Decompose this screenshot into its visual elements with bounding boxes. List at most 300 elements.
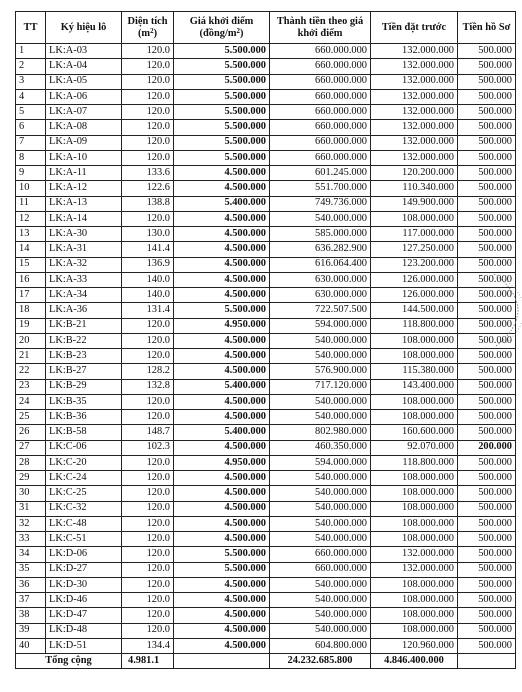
lot-code: LK:D-47 [46, 608, 122, 623]
starting-price: 4.500.000 [174, 501, 270, 516]
lot-code: LK:A-08 [46, 120, 122, 135]
dossier-fee: 500.000 [458, 44, 516, 59]
deposit-amount: 132.000.000 [371, 89, 458, 104]
lot-area: 120.0 [122, 623, 174, 638]
deposit-amount: 110.340.000 [371, 181, 458, 196]
total-at-starting-price: 660.000.000 [270, 120, 371, 135]
table-row [16, 303, 516, 318]
lot-code: LK:A-03 [46, 44, 122, 59]
starting-price: 5.500.000 [174, 150, 270, 165]
table-row [16, 59, 516, 74]
lot-code: LK:A-07 [46, 105, 122, 120]
total-at-starting-price: 616.064.400 [270, 257, 371, 272]
deposit-amount: 126.000.000 [371, 272, 458, 287]
total-at-starting-price: 660.000.000 [270, 44, 371, 59]
starting-price: 4.500.000 [174, 532, 270, 547]
row-number: 4 [16, 89, 46, 104]
table-row [16, 516, 516, 531]
deposit-amount: 132.000.000 [371, 562, 458, 577]
total-at-starting-price: 540.000.000 [270, 211, 371, 226]
lot-area: 120.0 [122, 150, 174, 165]
deposit-amount: 108.000.000 [371, 333, 458, 348]
total-at-starting-price: 460.350.000 [270, 440, 371, 455]
total-at-starting-price: 540.000.000 [270, 410, 371, 425]
lot-area: 120.0 [122, 318, 174, 333]
starting-price: 4.500.000 [174, 288, 270, 303]
row-number: 36 [16, 577, 46, 592]
table-row [16, 547, 516, 562]
table-row [16, 135, 516, 150]
table-row [16, 89, 516, 104]
lot-code: LK:C-51 [46, 532, 122, 547]
lot-area: 131.4 [122, 303, 174, 318]
starting-price: 4.500.000 [174, 394, 270, 409]
total-at-starting-price: 660.000.000 [270, 74, 371, 89]
header-starting-price: Giá khởi điểm $(đồng/m^2)$ [174, 12, 270, 44]
starting-price: 5.500.000 [174, 547, 270, 562]
total-at-starting-price: 717.120.000 [270, 379, 371, 394]
total-at-starting-price: 802.980.000 [270, 425, 371, 440]
table-body [16, 44, 516, 654]
starting-price: 4.950.000 [174, 455, 270, 470]
dossier-fee: 500.000 [458, 394, 516, 409]
total-at-starting-price: 636.282.900 [270, 242, 371, 257]
table-row [16, 333, 516, 348]
deposit-amount: 118.800.000 [371, 318, 458, 333]
table-row [16, 166, 516, 181]
table-row [16, 394, 516, 409]
deposit-amount: 132.000.000 [371, 105, 458, 120]
row-number: 6 [16, 120, 46, 135]
total-at-starting-price: 660.000.000 [270, 89, 371, 104]
deposit-amount: 120.960.000 [371, 638, 458, 653]
table-row [16, 181, 516, 196]
table-row [16, 608, 516, 623]
dossier-fee: 500.000 [458, 577, 516, 592]
header-lot-code: Ký hiệu lô [46, 12, 122, 44]
row-number: 12 [16, 211, 46, 226]
lot-area: 120.0 [122, 59, 174, 74]
table-row [16, 638, 516, 653]
deposit-amount: 92.070.000 [371, 440, 458, 455]
total-at-starting-price: 540.000.000 [270, 532, 371, 547]
starting-price: 4.500.000 [174, 623, 270, 638]
starting-price: 4.950.000 [174, 318, 270, 333]
total-price-cell [174, 654, 270, 669]
total-at-starting-price: 585.000.000 [270, 227, 371, 242]
total-amount: 24.232.685.800 [270, 654, 371, 669]
deposit-amount: 132.000.000 [371, 150, 458, 165]
dossier-fee: 500.000 [458, 501, 516, 516]
lot-code: LK:C-48 [46, 516, 122, 531]
deposit-amount: 108.000.000 [371, 593, 458, 608]
row-number: 13 [16, 227, 46, 242]
starting-price: 5.400.000 [174, 379, 270, 394]
dossier-fee: 500.000 [458, 318, 516, 333]
starting-price: 5.500.000 [174, 59, 270, 74]
deposit-amount: 108.000.000 [371, 410, 458, 425]
header-deposit: Tiền đặt trước [371, 12, 458, 44]
starting-price: 4.500.000 [174, 638, 270, 653]
deposit-amount: 118.800.000 [371, 455, 458, 470]
dossier-fee: 500.000 [458, 349, 516, 364]
row-number: 11 [16, 196, 46, 211]
lot-area: 120.0 [122, 547, 174, 562]
header-row [16, 12, 516, 44]
starting-price: 4.500.000 [174, 257, 270, 272]
lot-code: LK:A-09 [46, 135, 122, 150]
table-row [16, 318, 516, 333]
lot-code: LK:C-24 [46, 471, 122, 486]
total-at-starting-price: 576.900.000 [270, 364, 371, 379]
table-row [16, 242, 516, 257]
row-number: 16 [16, 272, 46, 287]
starting-price: 4.500.000 [174, 364, 270, 379]
lot-code: LK:D-51 [46, 638, 122, 653]
dossier-fee: 500.000 [458, 272, 516, 287]
total-at-starting-price: 540.000.000 [270, 608, 371, 623]
starting-price: 4.500.000 [174, 272, 270, 287]
starting-price: 5.500.000 [174, 135, 270, 150]
lot-area: 133.6 [122, 166, 174, 181]
row-number: 22 [16, 364, 46, 379]
dossier-fee: 500.000 [458, 303, 516, 318]
starting-price: 4.500.000 [174, 227, 270, 242]
lot-area: 136.9 [122, 257, 174, 272]
row-number: 19 [16, 318, 46, 333]
starting-price: 5.500.000 [174, 120, 270, 135]
starting-price: 4.500.000 [174, 410, 270, 425]
row-number: 14 [16, 242, 46, 257]
lot-area: 120.0 [122, 105, 174, 120]
total-at-starting-price: 601.245.000 [270, 166, 371, 181]
dossier-fee: 500.000 [458, 486, 516, 501]
lot-area: 148.7 [122, 425, 174, 440]
table-row [16, 257, 516, 272]
table-row [16, 501, 516, 516]
total-at-starting-price: 660.000.000 [270, 150, 371, 165]
header-area: Diện tích $(m^2)$ [122, 12, 174, 44]
total-at-starting-price: 551.700.000 [270, 181, 371, 196]
deposit-amount: 132.000.000 [371, 547, 458, 562]
lot-area: 122.6 [122, 181, 174, 196]
starting-price: 4.500.000 [174, 486, 270, 501]
deposit-amount: 108.000.000 [371, 501, 458, 516]
starting-price: 5.500.000 [174, 303, 270, 318]
total-at-starting-price: 594.000.000 [270, 455, 371, 470]
total-at-starting-price: 660.000.000 [270, 59, 371, 74]
table-row [16, 593, 516, 608]
row-number: 34 [16, 547, 46, 562]
deposit-amount: 143.400.000 [371, 379, 458, 394]
row-number: 40 [16, 638, 46, 653]
lot-code: LK:A-32 [46, 257, 122, 272]
lot-area: 120.0 [122, 89, 174, 104]
row-number: 5 [16, 105, 46, 120]
lot-area: 120.0 [122, 608, 174, 623]
total-at-starting-price: 540.000.000 [270, 394, 371, 409]
table-row [16, 379, 516, 394]
deposit-amount: 108.000.000 [371, 532, 458, 547]
total-at-starting-price: 594.000.000 [270, 318, 371, 333]
starting-price: 4.500.000 [174, 211, 270, 226]
lot-code: LK:D-27 [46, 562, 122, 577]
dossier-fee: 500.000 [458, 120, 516, 135]
lot-code: LK:C-32 [46, 501, 122, 516]
starting-price: 4.500.000 [174, 608, 270, 623]
land-lot-table [15, 11, 516, 669]
lot-area: 120.0 [122, 135, 174, 150]
row-number: 29 [16, 471, 46, 486]
table-row [16, 532, 516, 547]
dossier-fee: 500.000 [458, 166, 516, 181]
lot-code: LK:C-06 [46, 440, 122, 455]
starting-price: 5.500.000 [174, 74, 270, 89]
lot-code: LK:A-05 [46, 74, 122, 89]
row-number: 1 [16, 44, 46, 59]
row-number: 26 [16, 425, 46, 440]
header-dossier-fee: Tiền hồ Sơ [458, 12, 516, 44]
lot-code: LK:B-21 [46, 318, 122, 333]
row-number: 10 [16, 181, 46, 196]
deposit-amount: 108.000.000 [371, 623, 458, 638]
table-row [16, 623, 516, 638]
total-at-starting-price: 540.000.000 [270, 349, 371, 364]
total-at-starting-price: 540.000.000 [270, 501, 371, 516]
table-row [16, 196, 516, 211]
deposit-amount: 108.000.000 [371, 211, 458, 226]
dossier-fee: 500.000 [458, 59, 516, 74]
dossier-fee: 500.000 [458, 196, 516, 211]
dossier-fee: 500.000 [458, 364, 516, 379]
lot-code: LK:B-23 [46, 349, 122, 364]
lot-code: LK:A-34 [46, 288, 122, 303]
dossier-fee: 500.000 [458, 547, 516, 562]
row-number: 2 [16, 59, 46, 74]
table-row [16, 577, 516, 592]
dossier-fee: 500.000 [458, 562, 516, 577]
table-row [16, 105, 516, 120]
row-number: 21 [16, 349, 46, 364]
row-number: 27 [16, 440, 46, 455]
header-stt: TT [16, 12, 46, 44]
dossier-fee: 500.000 [458, 105, 516, 120]
deposit-amount: 127.250.000 [371, 242, 458, 257]
lot-area: 138.8 [122, 196, 174, 211]
lot-code: LK:B-35 [46, 394, 122, 409]
row-number: 20 [16, 333, 46, 348]
starting-price: 5.400.000 [174, 196, 270, 211]
total-at-starting-price: 660.000.000 [270, 105, 371, 120]
deposit-amount: 117.000.000 [371, 227, 458, 242]
lot-area: 130.0 [122, 227, 174, 242]
row-number: 9 [16, 166, 46, 181]
table-row [16, 272, 516, 287]
row-number: 33 [16, 532, 46, 547]
deposit-amount: 132.000.000 [371, 59, 458, 74]
lot-code: LK:A-06 [46, 89, 122, 104]
starting-price: 4.500.000 [174, 242, 270, 257]
deposit-amount: 108.000.000 [371, 486, 458, 501]
starting-price: 4.500.000 [174, 577, 270, 592]
total-at-starting-price: 540.000.000 [270, 623, 371, 638]
deposit-amount: 144.500.000 [371, 303, 458, 318]
lot-area: 120.0 [122, 349, 174, 364]
lot-area: 140.0 [122, 288, 174, 303]
dossier-fee: 500.000 [458, 608, 516, 623]
deposit-amount: 108.000.000 [371, 608, 458, 623]
total-at-starting-price: 660.000.000 [270, 135, 371, 150]
dossier-fee: 500.000 [458, 593, 516, 608]
row-number: 28 [16, 455, 46, 470]
table-header [16, 12, 516, 44]
starting-price: 4.500.000 [174, 440, 270, 455]
total-at-starting-price: 604.800.000 [270, 638, 371, 653]
table-row [16, 410, 516, 425]
lot-code: LK:A-36 [46, 303, 122, 318]
total-fee-cell [458, 654, 516, 669]
starting-price: 4.500.000 [174, 349, 270, 364]
total-at-starting-price: 540.000.000 [270, 471, 371, 486]
table-row [16, 150, 516, 165]
lot-code: LK:D-30 [46, 577, 122, 592]
header-total-at-starting-price: Thành tiền theo giá khởi điểm [270, 12, 371, 44]
total-area: 4.981.1 [122, 654, 174, 669]
lot-area: 134.4 [122, 638, 174, 653]
table-row [16, 562, 516, 577]
table-row [16, 440, 516, 455]
dossier-fee: 500.000 [458, 227, 516, 242]
dossier-fee: 500.000 [458, 288, 516, 303]
dossier-fee: 500.000 [458, 242, 516, 257]
lot-code: LK:C-25 [46, 486, 122, 501]
row-number: 39 [16, 623, 46, 638]
row-number: 8 [16, 150, 46, 165]
dossier-fee: 500.000 [458, 425, 516, 440]
row-number: 17 [16, 288, 46, 303]
dossier-fee: 500.000 [458, 181, 516, 196]
lot-area: 102.3 [122, 440, 174, 455]
dossier-fee: 500.000 [458, 135, 516, 150]
deposit-amount: 132.000.000 [371, 44, 458, 59]
table-row [16, 425, 516, 440]
lot-area: 140.0 [122, 272, 174, 287]
dossier-fee: 500.000 [458, 379, 516, 394]
table-row [16, 349, 516, 364]
table-row [16, 288, 516, 303]
lot-code: LK:B-29 [46, 379, 122, 394]
table-row [16, 211, 516, 226]
lot-code: LK:D-06 [46, 547, 122, 562]
table-row [16, 455, 516, 470]
deposit-amount: 108.000.000 [371, 394, 458, 409]
lot-code: LK:A-11 [46, 166, 122, 181]
dossier-fee: 500.000 [458, 638, 516, 653]
table-row [16, 364, 516, 379]
lot-area: 120.0 [122, 120, 174, 135]
total-at-starting-price: 660.000.000 [270, 562, 371, 577]
lot-code: LK:A-30 [46, 227, 122, 242]
deposit-amount: 160.600.000 [371, 425, 458, 440]
lot-area: 120.0 [122, 455, 174, 470]
dossier-fee: 500.000 [458, 516, 516, 531]
lot-area: 128.2 [122, 364, 174, 379]
dossier-fee: 500.000 [458, 333, 516, 348]
total-row [16, 654, 516, 669]
starting-price: 4.500.000 [174, 471, 270, 486]
lot-area: 120.0 [122, 532, 174, 547]
row-number: 15 [16, 257, 46, 272]
row-number: 38 [16, 608, 46, 623]
starting-price: 5.500.000 [174, 562, 270, 577]
row-number: 24 [16, 394, 46, 409]
total-at-starting-price: 540.000.000 [270, 593, 371, 608]
dossier-fee: 500.000 [458, 89, 516, 104]
lot-code: LK:A-13 [46, 196, 122, 211]
table-row [16, 120, 516, 135]
lot-area: 120.0 [122, 471, 174, 486]
row-number: 37 [16, 593, 46, 608]
row-number: 25 [16, 410, 46, 425]
total-at-starting-price: 540.000.000 [270, 333, 371, 348]
lot-area: 120.0 [122, 410, 174, 425]
dossier-fee: 500.000 [458, 471, 516, 486]
lot-area: 120.0 [122, 394, 174, 409]
starting-price: 5.500.000 [174, 89, 270, 104]
starting-price: 5.400.000 [174, 425, 270, 440]
lot-area: 120.0 [122, 44, 174, 59]
total-at-starting-price: 630.000.000 [270, 288, 371, 303]
table-row [16, 486, 516, 501]
dossier-fee: 500.000 [458, 410, 516, 425]
starting-price: 4.500.000 [174, 333, 270, 348]
deposit-amount: 149.900.000 [371, 196, 458, 211]
deposit-amount: 126.000.000 [371, 288, 458, 303]
deposit-amount: 132.000.000 [371, 74, 458, 89]
table-row [16, 227, 516, 242]
row-number: 32 [16, 516, 46, 531]
total-label: Tổng cộng [16, 654, 122, 669]
lot-code: LK:B-22 [46, 333, 122, 348]
table-row [16, 44, 516, 59]
dossier-fee: 500.000 [458, 257, 516, 272]
total-at-starting-price: 540.000.000 [270, 486, 371, 501]
deposit-amount: 108.000.000 [371, 349, 458, 364]
total-at-starting-price: 540.000.000 [270, 516, 371, 531]
lot-code: LK:A-31 [46, 242, 122, 257]
deposit-amount: 132.000.000 [371, 120, 458, 135]
dossier-fee: 200.000 [458, 440, 516, 455]
lot-code: LK:A-14 [46, 211, 122, 226]
dossier-fee: 500.000 [458, 150, 516, 165]
lot-area: 132.8 [122, 379, 174, 394]
deposit-amount: 108.000.000 [371, 577, 458, 592]
starting-price: 5.500.000 [174, 44, 270, 59]
total-at-starting-price: 660.000.000 [270, 547, 371, 562]
row-number: 31 [16, 501, 46, 516]
table-row [16, 74, 516, 89]
dossier-fee: 500.000 [458, 455, 516, 470]
starting-price: 5.500.000 [174, 105, 270, 120]
lot-code: LK:B-58 [46, 425, 122, 440]
dossier-fee: 500.000 [458, 74, 516, 89]
dossier-fee: 500.000 [458, 623, 516, 638]
starting-price: 4.500.000 [174, 593, 270, 608]
lot-area: 120.0 [122, 333, 174, 348]
lot-code: LK:A-33 [46, 272, 122, 287]
lot-area: 120.0 [122, 501, 174, 516]
deposit-amount: 115.380.000 [371, 364, 458, 379]
